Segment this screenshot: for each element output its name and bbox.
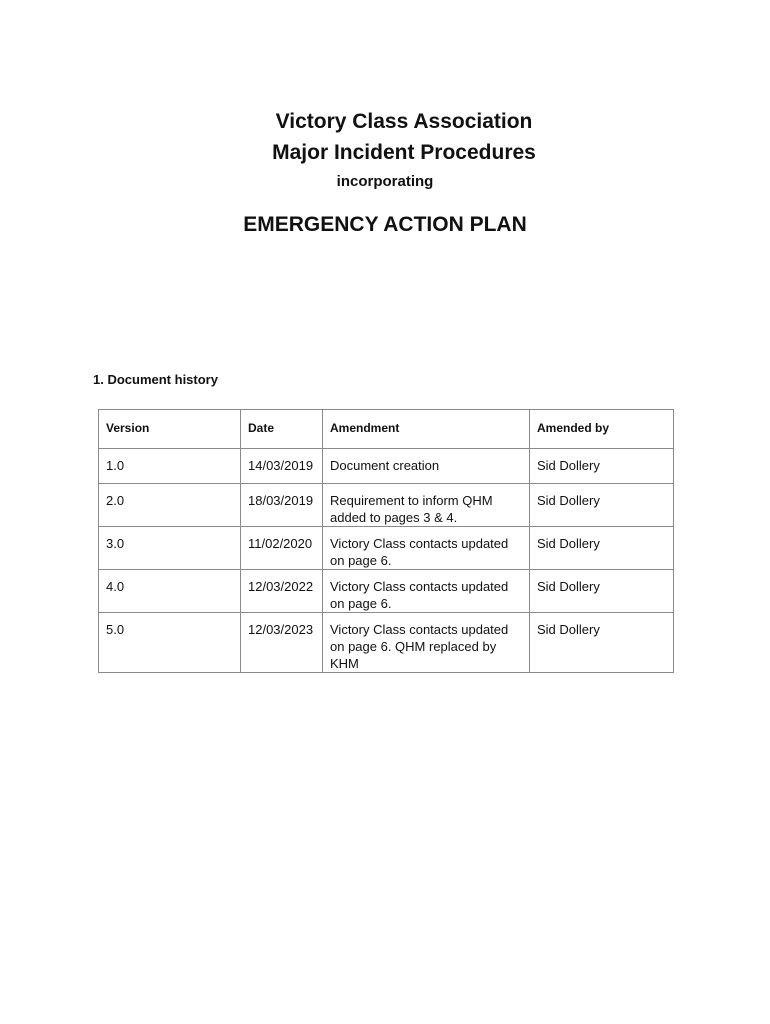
section-heading: 1. Document history	[93, 372, 218, 387]
date-cell: 11/02/2020	[241, 527, 323, 570]
amendment-cell: Victory Class contacts updated on page 6. QHM replaced by KHM	[323, 613, 530, 673]
date-cell: 12/03/2022	[241, 570, 323, 613]
amended-by-cell: Sid Dollery	[530, 449, 674, 484]
version-cell: 2.0	[99, 484, 241, 527]
version-cell: 1.0	[99, 449, 241, 484]
date-cell: 12/03/2023	[241, 613, 323, 673]
table-row	[99, 613, 674, 673]
column-header-amended-by: Amended by	[530, 410, 674, 449]
organization-title: Victory Class Association	[275, 110, 533, 133]
amended-by-cell: Sid Dollery	[530, 527, 674, 570]
column-header-date: Date	[241, 410, 323, 449]
incorporating-label: incorporating	[336, 173, 434, 190]
date-cell: 14/03/2019	[241, 449, 323, 484]
amended-by-cell: Sid Dollery	[530, 484, 674, 527]
document-history-table	[98, 409, 674, 673]
table-row	[99, 527, 674, 570]
amended-by-cell: Sid Dollery	[530, 570, 674, 613]
version-cell: 4.0	[99, 570, 241, 613]
version-cell: 5.0	[99, 613, 241, 673]
document-title: Major Incident Procedures	[272, 141, 536, 164]
amendment-cell: Requirement to inform QHM added to pages 3 & 4.	[323, 484, 530, 527]
table-row	[99, 449, 674, 484]
table-row	[99, 570, 674, 613]
amendment-cell: Victory Class contacts updated on page 6.	[323, 527, 530, 570]
amendment-cell: Document creation	[323, 449, 530, 484]
column-header-amendment: Amendment	[323, 410, 530, 449]
version-cell: 3.0	[99, 527, 241, 570]
table-row	[99, 484, 674, 527]
column-header-version: Version	[99, 410, 241, 449]
date-cell: 18/03/2019	[241, 484, 323, 527]
table-header-row	[99, 410, 674, 449]
plan-title: EMERGENCY ACTION PLAN	[243, 213, 527, 236]
amendment-cell: Victory Class contacts updated on page 6.	[323, 570, 530, 613]
amended-by-cell: Sid Dollery	[530, 613, 674, 673]
